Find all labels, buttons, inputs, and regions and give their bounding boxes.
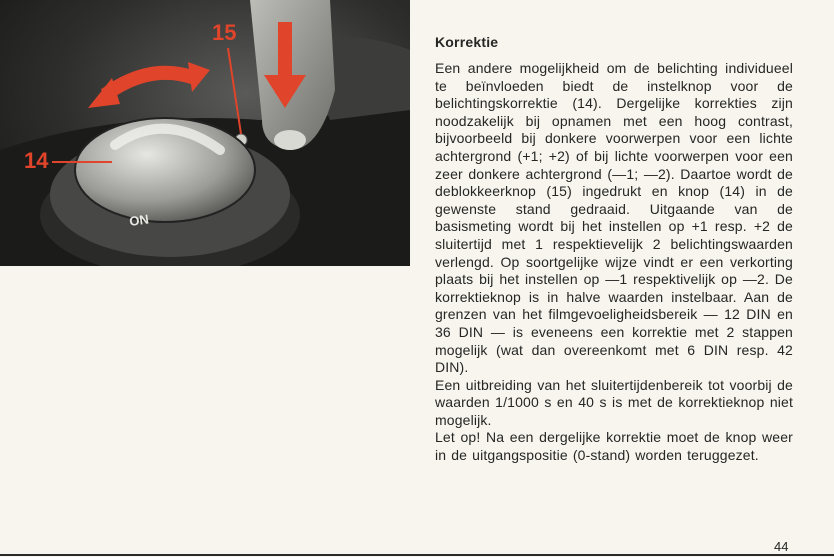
page-number: 44 (774, 539, 789, 554)
text-column (435, 34, 793, 465)
section-heading: Korrektie (435, 34, 499, 50)
paragraph-warning: Let op! Na een dergelijke korrektie moet de knop weer in de uitgangspositie (0-stand) worden teruggezet. (435, 429, 793, 464)
camera-dial-illustration (0, 0, 410, 266)
paragraph-shutter-range: Een uitbreiding van het sluitertijdenbereik tot voorbij de waarden 1/1000 s en 40 s is met de korrektieknop niet mogelijk. (435, 376, 793, 428)
callout-15: 15 (212, 20, 237, 45)
bottom-rule (0, 554, 834, 556)
press-arrow-shaft (278, 22, 292, 77)
paragraph-main: Een andere mogelijkheid om de belichting individueel te beïnvloeden biedt de instelknop voor de belichtingskorrektie (14). Dergelijke korrekties zijn noodzakelijk bij opnamen met een hoog contrast, bijvoorbeeld bij donkere voorwerpen voor een lichte achtergrond (+1; +2) of bij lichte voorwerpen voor een zeer donkere achtergrond (—1; —2). Daartoe wordt de deblokkeerknop (15) ingedrukt en knop (14) in de gewenste stand gedraaid. Uitgaande van de basismeting wordt bij het instellen op +1 resp. +2 de sluitertijd met 1 respektievelijk 2 belichtingswaarden verlengd. Op soortgelijke wijze vindt er een verkorting plaats bij het instellen op —1 respektivelijk op —2. De korrektieknop is in halve waarden instelbaar. Aan de grenzen van het filmgevoeligheidsbereik — 12 DIN en 36 DIN — is eveneens een korrektie met 2 stappen mogelijk (wat dan overeenkomt met 6 DIN resp. 42 DIN). (435, 60, 793, 376)
callout-14: 14 (24, 148, 49, 173)
camera-photo (0, 0, 410, 266)
dial-engraving: ON (128, 211, 150, 229)
shutter-button (274, 130, 306, 150)
